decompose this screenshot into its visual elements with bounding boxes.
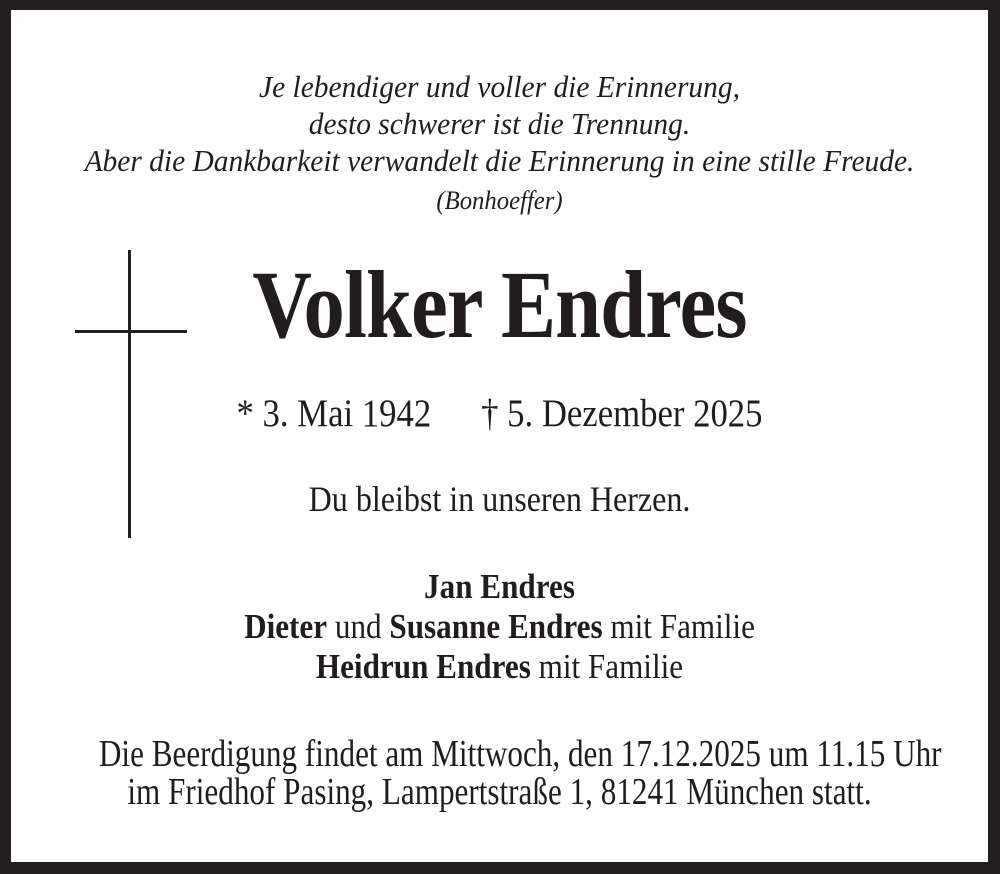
mourner-suffix: mit Familie <box>602 607 755 646</box>
epitaph-line: Du bleibst in unseren Herzen. <box>308 479 691 519</box>
mourner-name: Susanne Endres <box>389 607 603 646</box>
mourner-name: Dieter <box>244 607 328 646</box>
mourner-line-1 <box>65 567 935 607</box>
deceased-name: Volker Endres <box>252 251 747 358</box>
funeral-info-block <box>98 733 942 813</box>
death-date: † 5. Dezember 2025 <box>481 392 763 435</box>
mourner-line-2 <box>65 607 935 647</box>
quote-line-2: desto schwerer ist die Trennung. <box>308 106 691 141</box>
obituary-card <box>11 10 988 862</box>
mourner-name: Heidrun Endres <box>315 647 531 686</box>
mourner-suffix: mit Familie <box>530 647 684 686</box>
quote-line-3: Aber die Dankbarkeit verwandelt die Erinnerung in eine stille Freude. <box>84 143 915 178</box>
dates-line <box>65 391 935 437</box>
quote-block <box>35 68 963 220</box>
mourner-name: Jan Endres <box>424 567 575 606</box>
mourners-block <box>65 567 935 687</box>
quote-line-1: Je lebendiger und voller die Erinnerung, <box>259 69 740 104</box>
birth-date: * 3. Mai 1942 <box>236 392 432 435</box>
funeral-info-line-1: Die Beerdigung findet am Mittwoch, den 17.12.2025 um 11.15 Uhr <box>98 733 942 775</box>
mourner-connector: und <box>327 607 390 646</box>
quote-attribution: (Bonhoeffer) <box>436 186 563 215</box>
funeral-info-line-2: im Friedhof Pasing, Lampertstraße 1, 81241 München statt. <box>127 771 872 813</box>
mourner-line-3 <box>65 647 935 687</box>
